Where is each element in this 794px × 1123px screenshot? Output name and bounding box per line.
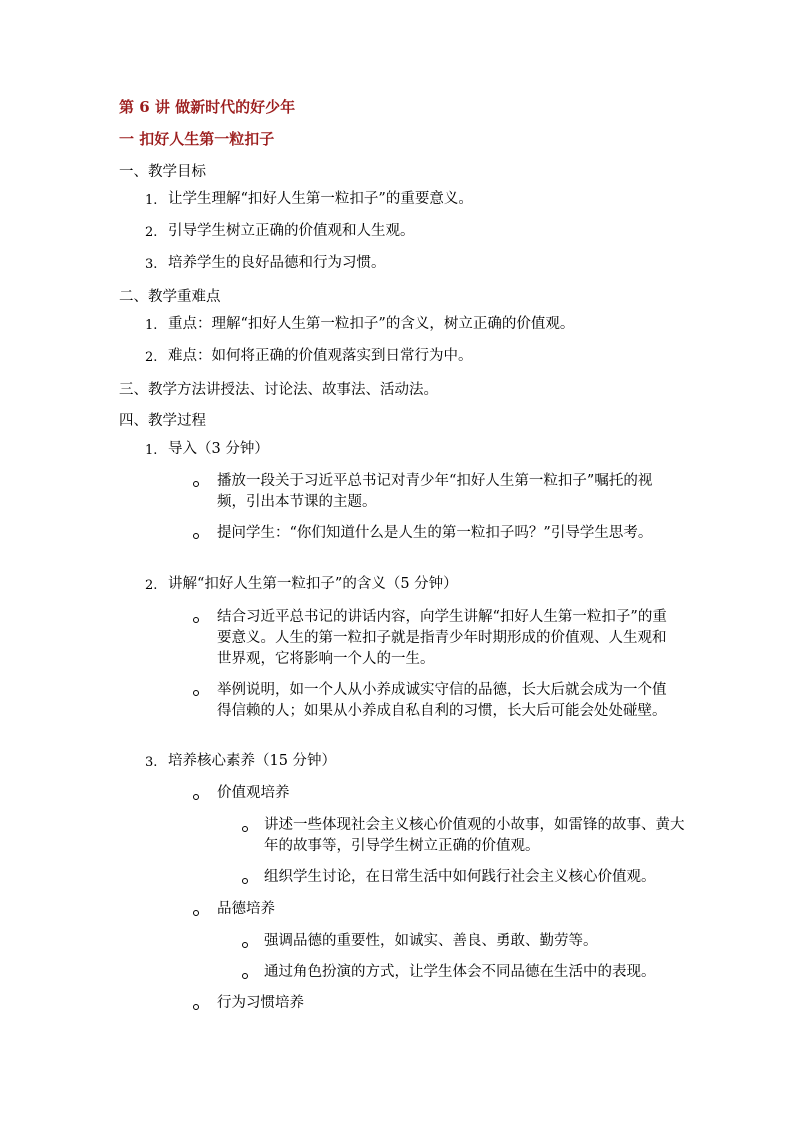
goal-2-number: 2.: [145, 225, 158, 240]
values-subsection-label: 价值观培养: [217, 785, 290, 801]
key-point-1-text: 重点：理解“扣好人生第一粒扣子”的含义，树立正确的价值观。: [168, 316, 575, 332]
hollow-bullet-icon: [193, 533, 199, 539]
values-item-2: 组织学生讨论，在日常生活中如何践行社会主义核心价值观。: [264, 869, 656, 885]
hollow-bullet-icon: [193, 481, 199, 487]
step-1-label: 导入（3 分钟）: [168, 441, 269, 457]
goal-1-number: 1.: [145, 193, 158, 208]
step-3-label: 培养核心素养（15 分钟）: [168, 753, 337, 769]
process-heading: 四、教学过程: [119, 413, 206, 429]
key-point-2-text: 难点：如何将正确的价值观落实到日常行为中。: [168, 348, 473, 364]
values-item-1: 讲述一些体现社会主义核心价值观的小故事，如雷锋的故事、黄大年的故事等，引导学生树立正确的价值观。: [264, 817, 685, 854]
methods-heading: 三、教学方法讲授法、讨论法、故事法、活动法。: [119, 382, 438, 398]
step-2-bullet-1: 结合习近平总书记的讲话内容，向学生讲解“扣好人生第一粒扣子”的重要意义。人生的第一粒扣子就是指青少年时期形成的价值观、人生观和世界观，它将影响一个人的一生。: [217, 609, 667, 667]
hollow-bullet-icon: [242, 942, 248, 948]
hollow-bullet-icon: [242, 826, 248, 832]
step-2-number: 2.: [145, 578, 158, 593]
lecture-title: 第 6 讲 做新时代的好少年: [119, 98, 296, 116]
morality-item-1: 强调品德的重要性，如诚实、善良、勇敢、勤劳等。: [264, 933, 598, 949]
step-1-number: 1.: [145, 443, 158, 458]
section-title: 一 扣好人生第一粒扣子: [119, 130, 275, 148]
morality-item-2: 通过角色扮演的方式，让学生体会不同品德在生活中的表现。: [264, 964, 656, 980]
goal-3-text: 培养学生的良好品德和行为习惯。: [168, 255, 386, 271]
hollow-bullet-icon: [193, 910, 199, 916]
step-1-bullet-2: 提问学生：“你们知道什么是人生的第一粒扣子吗？”引导学生思考。: [217, 525, 653, 541]
goal-2-text: 引导学生树立正确的价值观和人生观。: [168, 223, 415, 239]
goal-3-number: 3.: [145, 257, 158, 272]
key-point-2-number: 2.: [145, 350, 158, 365]
hollow-bullet-icon: [193, 690, 199, 696]
key-points-heading: 二、教学重难点: [119, 289, 221, 305]
hollow-bullet-icon: [242, 973, 248, 979]
hollow-bullet-icon: [242, 878, 248, 884]
goal-1-text: 让学生理解“扣好人生第一粒扣子”的重要意义。: [168, 191, 473, 207]
step-1-bullet-1: 播放一段关于习近平总书记对青少年“扣好人生第一粒扣子”嘱托的视频，引出本节课的主题。: [217, 473, 653, 510]
hollow-bullet-icon: [193, 794, 199, 800]
morality-subsection-label: 品德培养: [217, 901, 275, 917]
step-2-label: 讲解“扣好人生第一粒扣子”的含义（5 分钟）: [168, 576, 458, 592]
step-2-bullet-2: 举例说明，如一个人从小养成诚实守信的品德，长大后就会成为一个值得信赖的人；如果从小养成自私自利的习惯，长大后可能会处处碰壁。: [217, 682, 667, 719]
hollow-bullet-icon: [193, 1004, 199, 1010]
key-point-1-number: 1.: [145, 318, 158, 333]
habits-subsection-label: 行为习惯培养: [217, 995, 304, 1011]
step-3-number: 3.: [145, 755, 158, 770]
goals-heading: 一、教学目标: [119, 164, 206, 180]
hollow-bullet-icon: [193, 617, 199, 623]
